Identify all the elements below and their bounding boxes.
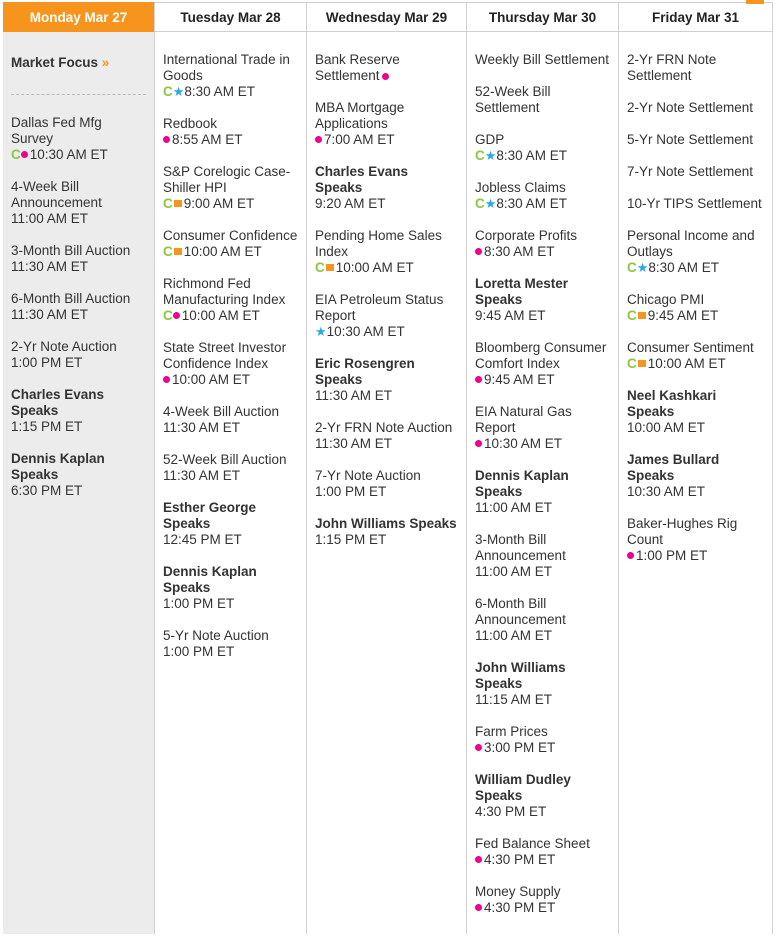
dot-icon: [21, 151, 28, 158]
event-time: 11:30 AM ET: [315, 436, 393, 451]
event-time: 11:00 AM ET: [475, 500, 553, 515]
event-item[interactable]: [11, 451, 146, 499]
event-item[interactable]: [475, 836, 610, 868]
event-time: 9:00 AM ET: [183, 196, 255, 211]
event-item[interactable]: [163, 500, 298, 548]
calendar-c-icon: C: [163, 308, 173, 323]
event-title: 5-Yr Note Settlement: [627, 132, 754, 147]
event-time: 8:55 AM ET: [172, 132, 243, 147]
event-time: 6:30 PM ET: [11, 483, 83, 498]
event-item[interactable]: [315, 292, 458, 340]
event-time: 8:30 AM ET: [496, 196, 567, 211]
event-title: Charles Evans Speaks: [315, 164, 409, 195]
event-item[interactable]: [163, 228, 298, 260]
event-title: Pending Home Sales Index: [315, 228, 442, 259]
star-icon: ★: [484, 148, 497, 163]
dot-icon: [163, 376, 170, 383]
event-title: Dennis Kaplan Speaks: [475, 468, 569, 499]
event-item[interactable]: [475, 660, 610, 708]
event-time: 11:30 AM ET: [11, 307, 89, 322]
event-title: 2-Yr FRN Note Auction: [315, 420, 453, 435]
day-header-thursday[interactable]: Thursday Mar 30: [467, 2, 618, 32]
event-title: Money Supply: [475, 884, 561, 899]
event-time: 11:30 AM ET: [163, 420, 241, 435]
event-item[interactable]: [627, 100, 764, 116]
event-time: 10:00 AM ET: [647, 356, 726, 371]
square-icon: [638, 312, 646, 319]
event-item[interactable]: [315, 516, 458, 548]
event-item[interactable]: [627, 340, 764, 372]
calendar-c-icon: C: [11, 147, 21, 162]
event-title: Charles Evans Speaks: [11, 387, 105, 418]
dot-icon: [475, 248, 482, 255]
event-time: 11:15 AM ET: [475, 692, 553, 707]
event-item[interactable]: [475, 404, 610, 452]
dot-icon: [173, 312, 180, 319]
event-title: EIA Petroleum Status Report: [315, 292, 444, 323]
event-item[interactable]: [11, 243, 146, 275]
event-item[interactable]: [163, 628, 298, 660]
event-item[interactable]: [627, 292, 764, 324]
event-title: Redbook: [163, 116, 218, 131]
event-item[interactable]: [11, 179, 146, 227]
star-icon: ★: [484, 196, 497, 211]
event-item[interactable]: [475, 228, 610, 260]
event-title: Bloomberg Consumer Comfort Index: [475, 340, 607, 371]
event-item[interactable]: [315, 228, 458, 276]
event-item[interactable]: [475, 532, 610, 580]
event-time: 8:30 AM ET: [648, 260, 719, 275]
event-time: 1:00 PM ET: [163, 596, 235, 611]
event-item[interactable]: [163, 116, 298, 148]
event-item[interactable]: [627, 196, 764, 212]
event-time: 11:00 AM ET: [11, 211, 89, 226]
event-time: 9:45 AM ET: [475, 308, 546, 323]
event-title: GDP: [475, 132, 505, 147]
event-title: 7-Yr Note Settlement: [627, 164, 754, 179]
event-title: Dallas Fed Mfg Survey: [11, 115, 102, 146]
event-title: State Street Investor Confidence Index: [163, 340, 287, 371]
event-time: 3:00 PM ET: [484, 740, 556, 755]
event-title: Esther George Speaks: [163, 500, 257, 531]
event-title: S&P Corelogic Case-Shiller HPI: [163, 164, 291, 195]
event-item[interactable]: [163, 276, 298, 324]
event-time: 9:45 AM ET: [484, 372, 555, 387]
calendar-c-icon: C: [475, 148, 485, 163]
event-title: Richmond Fed Manufacturing Index: [163, 276, 286, 307]
event-title: James Bullard Speaks: [627, 452, 720, 483]
event-time: 1:00 PM ET: [636, 548, 708, 563]
dot-icon: [627, 552, 634, 559]
event-item[interactable]: [475, 340, 610, 388]
event-time: 11:00 AM ET: [475, 628, 553, 643]
event-time: 11:30 AM ET: [11, 259, 89, 274]
event-title: International Trade in Goods: [163, 52, 290, 83]
event-time: 1:00 PM ET: [315, 484, 387, 499]
event-title: Neel Kashkari Speaks: [627, 388, 717, 419]
event-title: EIA Natural Gas Report: [475, 404, 572, 435]
event-item[interactable]: [163, 164, 298, 212]
event-item[interactable]: [315, 100, 458, 148]
event-title: Dennis Kaplan Speaks: [163, 564, 257, 595]
event-time: 9:45 AM ET: [647, 308, 719, 323]
event-item[interactable]: [11, 115, 146, 163]
event-title: 3-Month Bill Auction: [11, 243, 131, 258]
event-title: John Williams Speaks: [475, 660, 566, 691]
event-time: 4:30 PM ET: [484, 900, 556, 915]
dot-icon: [315, 136, 322, 143]
event-item[interactable]: [627, 516, 764, 564]
event-title: Dennis Kaplan Speaks: [11, 451, 105, 482]
calendar-c-icon: C: [163, 244, 173, 259]
day-column-monday: [3, 2, 155, 934]
event-item[interactable]: [475, 84, 610, 116]
event-item[interactable]: [163, 452, 298, 484]
event-time: 9:20 AM ET: [315, 196, 386, 211]
dot-icon: [382, 73, 389, 80]
event-item[interactable]: [315, 356, 458, 404]
dot-icon: [475, 904, 482, 911]
market-focus-link[interactable]: [11, 55, 146, 95]
event-title: 52-Week Bill Settlement: [475, 84, 551, 115]
event-time: 1:00 PM ET: [163, 644, 235, 659]
event-title: Consumer Confidence: [163, 228, 298, 243]
event-item[interactable]: [11, 291, 146, 323]
dot-icon: [475, 856, 482, 863]
day-header-wednesday[interactable]: Wednesday Mar 29: [307, 2, 466, 32]
day-column-tuesday: [155, 2, 307, 934]
event-time: 10:30 AM ET: [484, 436, 563, 451]
market-focus-label: Market Focus: [11, 55, 99, 70]
event-item[interactable]: [475, 724, 610, 756]
event-item[interactable]: [315, 468, 458, 500]
event-time: 11:30 AM ET: [315, 388, 393, 403]
star-icon: ★: [172, 84, 185, 99]
event-item[interactable]: [627, 132, 764, 148]
event-title: Personal Income and Outlays: [627, 228, 755, 259]
event-time: 4:30 PM ET: [475, 804, 547, 819]
event-title: 2-Yr FRN Note Settlement: [627, 52, 717, 83]
economic-calendar: [3, 2, 773, 934]
event-title: 7-Yr Note Auction: [315, 468, 421, 483]
dot-icon: [475, 440, 482, 447]
event-title: Corporate Profits: [475, 228, 578, 243]
event-time: 10:00 AM ET: [183, 244, 262, 259]
event-item[interactable]: [475, 468, 610, 516]
dot-icon: [163, 136, 170, 143]
event-title: Consumer Sentiment: [627, 340, 754, 355]
chevron-right-icon: »: [101, 55, 110, 70]
calendar-c-icon: C: [627, 260, 637, 275]
event-item[interactable]: [163, 564, 298, 612]
event-title: 4-Week Bill Auction: [163, 404, 280, 419]
event-title: 6-Month Bill Announcement: [475, 596, 566, 627]
event-time: 10:00 AM ET: [627, 420, 706, 435]
square-icon: [638, 360, 646, 367]
event-item[interactable]: [11, 387, 146, 435]
calendar-c-icon: C: [163, 196, 173, 211]
event-title: Fed Balance Sheet: [475, 836, 590, 851]
event-item[interactable]: [163, 52, 298, 100]
event-item[interactable]: [475, 772, 610, 820]
event-title: MBA Mortgage Applications: [315, 100, 405, 131]
event-title: Baker-Hughes Rig Count: [627, 516, 738, 547]
event-title: 2-Yr Note Settlement: [627, 100, 754, 115]
event-item[interactable]: [627, 388, 764, 436]
event-title: 52-Week Bill Auction: [163, 452, 287, 467]
event-item[interactable]: [627, 164, 764, 180]
event-time: 8:30 AM ET: [496, 148, 567, 163]
event-time: 1:15 PM ET: [315, 532, 387, 547]
event-item[interactable]: [475, 884, 610, 916]
event-item[interactable]: [627, 228, 764, 276]
day-column-wednesday: [307, 2, 467, 934]
event-item[interactable]: [11, 339, 146, 371]
day-header-tuesday[interactable]: Tuesday Mar 28: [155, 2, 306, 32]
event-title: 10-Yr TIPS Settlement: [627, 196, 762, 211]
event-item[interactable]: [315, 52, 458, 84]
event-item[interactable]: [627, 452, 764, 500]
event-item[interactable]: [475, 132, 610, 164]
event-time: 8:30 AM ET: [484, 244, 555, 259]
event-time: 10:00 AM ET: [335, 260, 414, 275]
event-title: Weekly Bill Settlement: [475, 52, 610, 67]
event-item[interactable]: [475, 180, 610, 212]
event-title: Bank Reserve Settlement: [315, 52, 400, 83]
event-time: 11:00 AM ET: [475, 564, 553, 579]
dot-icon: [475, 376, 482, 383]
event-time: 1:00 PM ET: [11, 355, 83, 370]
event-title: Chicago PMI: [627, 292, 705, 307]
event-title: Loretta Mester Speaks: [475, 276, 569, 307]
event-title: John Williams Speaks: [315, 516, 457, 531]
calendar-c-icon: C: [163, 84, 173, 99]
event-time: 10:30 AM ET: [326, 324, 405, 339]
event-time: 8:30 AM ET: [184, 84, 255, 99]
square-icon: [174, 248, 182, 255]
event-item[interactable]: [475, 596, 610, 644]
day-column-thursday: [467, 2, 619, 934]
scroll-tab[interactable]: [746, 0, 764, 4]
square-icon: [174, 200, 182, 207]
day-column-friday: [619, 2, 773, 934]
event-title: Farm Prices: [475, 724, 548, 739]
event-item[interactable]: [475, 52, 610, 68]
event-time: 7:00 AM ET: [324, 132, 395, 147]
event-title: 4-Week Bill Announcement: [11, 179, 102, 210]
event-item[interactable]: [163, 404, 298, 436]
event-time: 10:30 AM ET: [29, 147, 108, 162]
calendar-c-icon: C: [315, 260, 325, 275]
event-title: Jobless Claims: [475, 180, 566, 195]
event-time: 10:30 AM ET: [627, 484, 706, 499]
calendar-c-icon: C: [475, 196, 485, 211]
dot-icon: [475, 744, 482, 751]
event-time: 10:00 AM ET: [181, 308, 260, 323]
event-title: 2-Yr Note Auction: [11, 339, 117, 354]
star-icon: ★: [315, 324, 327, 339]
day-header-friday[interactable]: Friday Mar 31: [619, 2, 772, 32]
star-icon: ★: [636, 260, 649, 275]
event-item[interactable]: [315, 420, 458, 452]
event-time: 12:45 PM ET: [163, 532, 242, 547]
event-time: 1:15 PM ET: [11, 419, 83, 434]
event-title: Eric Rosengren Speaks: [315, 356, 415, 387]
event-title: 5-Yr Note Auction: [163, 628, 269, 643]
event-item[interactable]: [627, 52, 764, 84]
day-header-monday[interactable]: Monday Mar 27: [3, 2, 154, 32]
event-item[interactable]: [163, 340, 298, 388]
calendar-c-icon: C: [627, 308, 637, 323]
event-time: 11:30 AM ET: [163, 468, 241, 483]
event-time: 4:30 PM ET: [484, 852, 556, 867]
event-item[interactable]: [315, 164, 458, 212]
square-icon: [326, 264, 334, 271]
event-title: 3-Month Bill Announcement: [475, 532, 566, 563]
calendar-c-icon: C: [627, 356, 637, 371]
event-time: 10:00 AM ET: [172, 372, 251, 387]
event-title: William Dudley Speaks: [475, 772, 571, 803]
event-title: 6-Month Bill Auction: [11, 291, 131, 306]
event-item[interactable]: [475, 276, 610, 324]
